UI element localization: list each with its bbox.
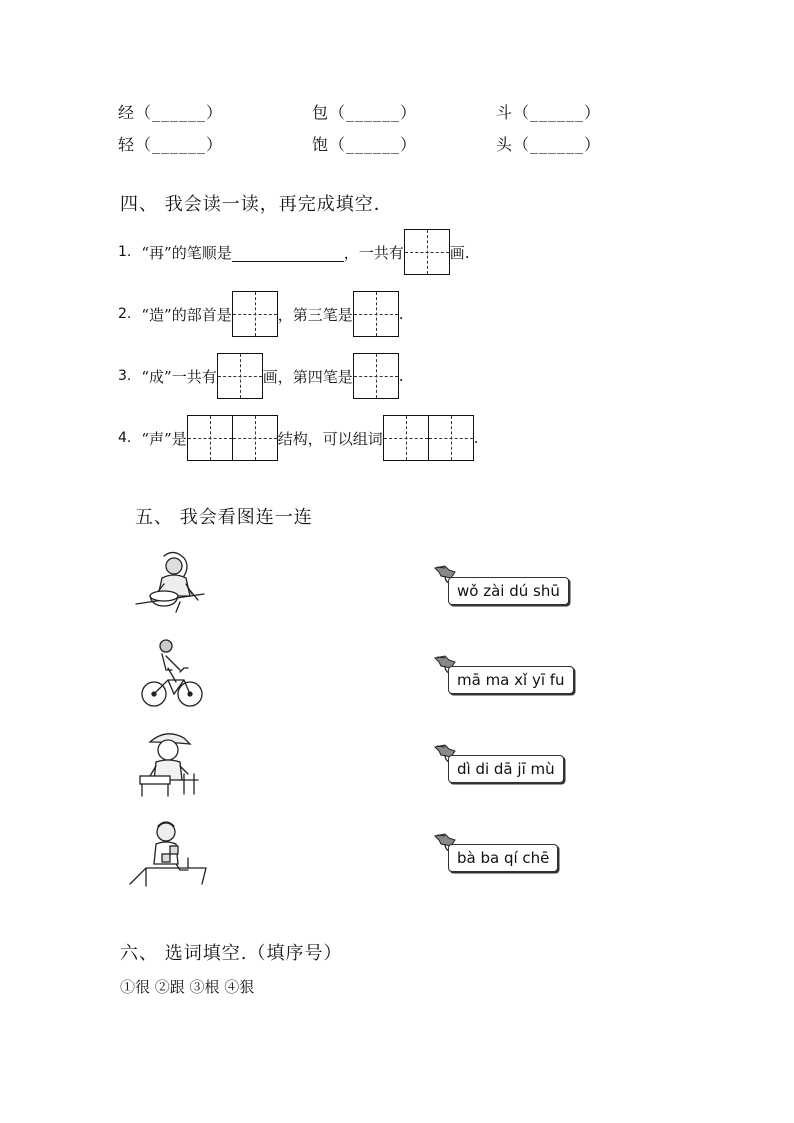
question-text: 结构，可以组词 — [277, 429, 383, 448]
word-item — [312, 100, 417, 123]
word-blank: （______） — [513, 103, 602, 122]
word-blank: （______） — [513, 135, 602, 154]
word-blank: （______） — [329, 135, 418, 154]
woman-washing-clothes-illustration — [132, 548, 212, 616]
answer-line[interactable] — [232, 243, 344, 262]
question-text: . — [398, 367, 404, 385]
question-number: 3. — [118, 368, 132, 384]
word-item — [312, 132, 417, 155]
grid-box[interactable] — [404, 229, 450, 275]
section6-title: 六、 选词填空.（填序号） — [120, 943, 343, 964]
grid-box[interactable] — [217, 353, 263, 399]
pinyin-card[interactable]: mā ma xǐ yī fu — [448, 666, 574, 694]
question-number: 1. — [118, 244, 132, 260]
grid-box[interactable] — [187, 415, 233, 461]
grid-box[interactable] — [353, 291, 399, 337]
grid-box[interactable] — [383, 415, 429, 461]
grid-box[interactable] — [232, 415, 278, 461]
question-text: “造”的部首是 — [141, 305, 232, 324]
boy-at-desk-illustration — [136, 728, 202, 800]
question-text: . — [398, 305, 404, 323]
pinyin-card[interactable]: dì di dā jī mù — [448, 755, 564, 783]
question-text: ，一共有 — [343, 243, 404, 262]
question-number: 2. — [118, 306, 132, 322]
question-text: 画，第四笔是 — [262, 367, 353, 386]
word-item — [118, 132, 223, 155]
section5-title: 五、 我会看图连一连 — [135, 507, 313, 528]
question-2 — [118, 290, 404, 338]
word-char: 包 — [312, 103, 330, 122]
question-text: “成”一共有 — [141, 367, 217, 386]
word-item — [496, 100, 601, 123]
question-text: “再”的笔顺是 — [141, 243, 232, 262]
man-riding-bicycle-illustration — [140, 638, 206, 710]
word-char: 头 — [496, 135, 514, 154]
word-blank: （______） — [135, 103, 224, 122]
question-1 — [118, 228, 470, 276]
pinyin-card[interactable]: wǒ zài dú shū — [448, 577, 569, 605]
word-blank: （______） — [135, 135, 224, 154]
pinyin-card[interactable]: bà ba qí chē — [448, 844, 558, 872]
question-text: ，第三笔是 — [277, 305, 353, 324]
section4-title: 四、 我会读一读，再完成填空． — [120, 194, 393, 215]
grid-box[interactable] — [353, 353, 399, 399]
word-options: ①很 ②跟 ③根 ④狠 — [120, 978, 255, 996]
word-blank: （______） — [329, 103, 418, 122]
question-text: 画. — [449, 243, 470, 262]
question-3 — [118, 352, 404, 400]
word-char: 经 — [118, 103, 136, 122]
question-4 — [118, 414, 479, 462]
word-item — [496, 132, 601, 155]
grid-box[interactable] — [232, 291, 278, 337]
boy-with-blocks-illustration — [126, 818, 210, 890]
question-number: 4. — [118, 430, 132, 446]
question-text: “声”是 — [141, 429, 187, 448]
question-text: . — [473, 429, 479, 447]
word-char: 饱 — [312, 135, 330, 154]
word-char: 轻 — [118, 135, 136, 154]
grid-box[interactable] — [428, 415, 474, 461]
word-char: 斗 — [496, 103, 514, 122]
word-item — [118, 100, 223, 123]
